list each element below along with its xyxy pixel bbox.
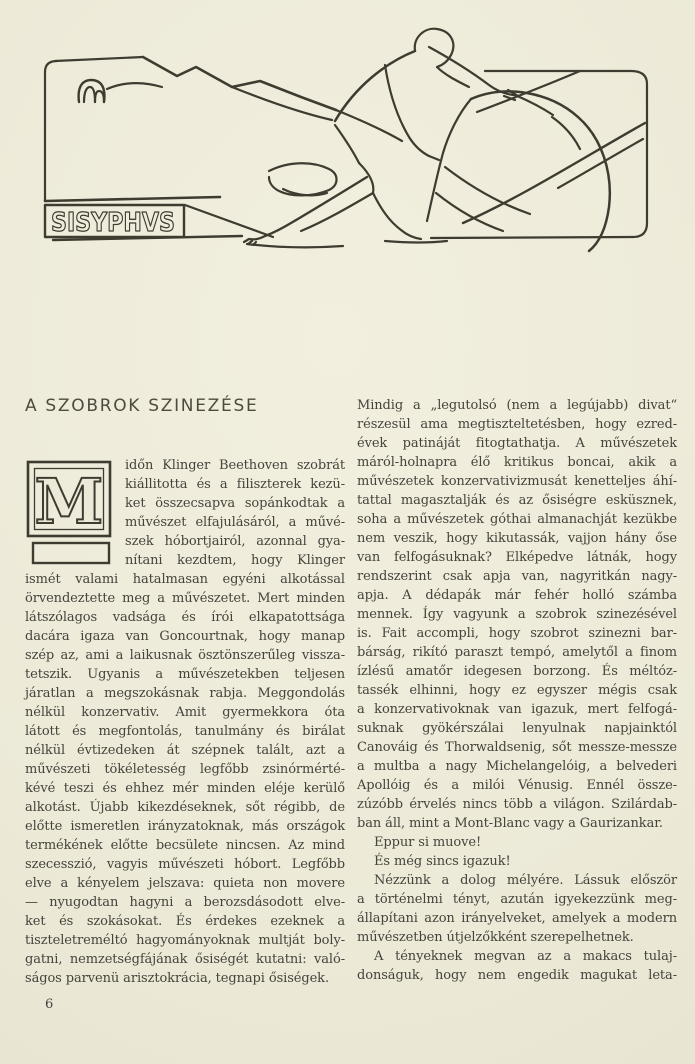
- text-line: nítani kezdtem, hogy Klinger: [125, 553, 345, 568]
- text-line: ban áll, mint a Mont-Blanc vagy a Gaurizankar.: [357, 816, 663, 831]
- drop-cap-letter: M: [34, 465, 104, 538]
- text-line: apja. A dédapák már fehér holló számba: [357, 588, 677, 603]
- caption-cartouche: [45, 205, 242, 240]
- text-line: Apollóig és a milói Vénusig. Ennél össze-: [357, 778, 677, 793]
- text-line: művészeti tökéletesség legfőbb zsinórmérté-: [25, 762, 345, 777]
- text-line: És még sincs igazuk!: [374, 854, 511, 869]
- text-line: tetszik. Ugyanis a művészetekben teljesen: [25, 667, 345, 682]
- text-line: szép az, ami a laikusnak ösztönszerűleg vissza-: [25, 648, 345, 663]
- text-line: a konzervativoknak van igazuk, mert felfogá-: [357, 702, 677, 717]
- left-column: [25, 396, 345, 988]
- text-line: a történelmi tényt, azután igyekezzünk meg-: [357, 892, 677, 907]
- text-line: suknak gyökérszálai lenyulnak napjainktól: [357, 721, 677, 736]
- text-line: ket összecsapva sopánkodtak a: [125, 496, 345, 511]
- drop-cap-M: [25, 459, 115, 567]
- text-line: elve a kényelem jelszava: quieta non movere: [25, 876, 345, 891]
- text-line: művészet elfajulásáról, a művé-: [125, 515, 345, 530]
- text-line: ságos parvenü arisztokrácia, tegnapi ősiségek.: [25, 971, 329, 986]
- right-column: [357, 396, 677, 988]
- text-line: — nyugodtan hagyni a berozsdásodott elve-: [25, 895, 345, 910]
- right-column-text: [357, 396, 677, 985]
- text-line: termékének előtte becsülete nincsen. Az mind: [25, 838, 345, 853]
- text-line: ket és szokásokat. És érdekes ezeknek a: [25, 914, 345, 929]
- text-line: zúzóbb érvelés nincs több a világon. Szilárdab-: [357, 797, 677, 812]
- text-line: járatlan a megszokásnak rabja. Meggondolás: [25, 686, 345, 701]
- left-column-text: [25, 456, 345, 988]
- text-line: tattal magasztalják és az ősiségre esküsznek,: [357, 493, 677, 508]
- page-number: 6: [45, 997, 54, 1012]
- text-line: részesül ama megtiszteltetésben, hogy ezred-: [357, 417, 677, 432]
- text-line: Nézzünk a dolog mélyére. Lássuk először: [374, 873, 677, 888]
- text-line: van felfogásuknak? Elképedve látnák, hogy: [357, 550, 677, 565]
- text-line: szek hóbortjairól, azonnal gya-: [125, 534, 345, 549]
- text-line: donságuk, hogy nem engedik magukat leta-: [357, 968, 677, 983]
- article-title: A SZOBROK SZINEZÉSE: [25, 396, 259, 416]
- text-line: mennek. Így vagyunk a szobrok szinezésével: [357, 607, 677, 622]
- text-line: nélkül évtizedeken át szépnek talált, azt a: [25, 743, 345, 758]
- text-line: gatni, nemzetségfájának ősiségét kutatni: való-: [25, 952, 345, 967]
- text-line: látott és megfontolás, tanulmány és birálat: [25, 724, 345, 739]
- text-line: kévé teszi és ehhez mér minden eléje kerülő: [25, 781, 345, 796]
- text-line: A tényeknek megvan az a makacs tulaj-: [374, 949, 677, 964]
- text-line: ízlésű amatőr idegesen borzong. És méltóz-: [357, 664, 677, 679]
- text-line: is. Fait accompli, hogy szobrot szinezni bar-: [357, 626, 677, 641]
- sisyphus-illustration: [33, 25, 670, 255]
- text-line: látszólagos vadsága és írói elkapatottsága: [25, 610, 345, 625]
- text-line: előtte ismeretlen irányzatoknak, más országok: [25, 819, 345, 834]
- sisyphus-caption: SISYPHVS: [51, 208, 175, 238]
- text-line: művészetek konzervativizmusát kenetteljes áhí-: [357, 474, 677, 489]
- text-line: tiszteletreméltó hagyományoknak multját boly-: [25, 933, 345, 948]
- text-line: állapítani azon irányelveket, amelyek a modern: [357, 911, 677, 926]
- text-line: soha a művészetek góthai almanachját kezükbe: [357, 512, 677, 527]
- text-line: Canováig és Thorwaldsenig, sőt messze-messze: [357, 740, 677, 755]
- text-line: ismét valami hatalmasan egyéni alkotással: [25, 572, 345, 587]
- text-line: örvendeztette meg a művészetet. Mert minden: [25, 591, 345, 606]
- text-line: bárság, rikító paraszt tempó, amelytől a finom: [357, 645, 677, 660]
- text-line: a multba a nagy Michelangelóig, a belvederi: [357, 759, 677, 774]
- text-line: alkotást. Újabb kikezdéseknek, sőt régibb, de: [25, 800, 345, 815]
- text-line: máról-holnapra élő kritikus boncai, akik a: [357, 455, 677, 470]
- text-line: nélkül konzervativ. Amit gyermekkora óta: [25, 705, 345, 720]
- text-line: művészetben útjelzőkként szerepelhetnek.: [357, 930, 634, 945]
- text-line: évek patináját fitogtathatja. A művészetek: [357, 436, 677, 451]
- text-line: Mindig a „legutolsó (nem a legújabb) divat“: [357, 398, 677, 413]
- text-line: tassék elhinni, hogy ez egyszer mégis csak: [357, 683, 677, 698]
- article-body: [25, 396, 677, 988]
- text-line: kiállitotta és a filiszterek kezü-: [125, 477, 345, 492]
- text-line: nem veszik, hogy kikutassák, vajjon hány őse: [357, 531, 677, 546]
- text-line: szecesszió, vagyis művészeti hóbort. Legfőbb: [25, 857, 345, 872]
- boulder-group: [427, 91, 610, 251]
- text-line: időn Klinger Beethoven szobrát: [125, 458, 345, 473]
- text-line: Eppur si muove!: [374, 835, 482, 850]
- text-line: rendszerint csak apja van, nagyritkán nagy-: [357, 569, 677, 584]
- text-line: dacára igaza van Goncourtnak, hogy manap: [25, 629, 345, 644]
